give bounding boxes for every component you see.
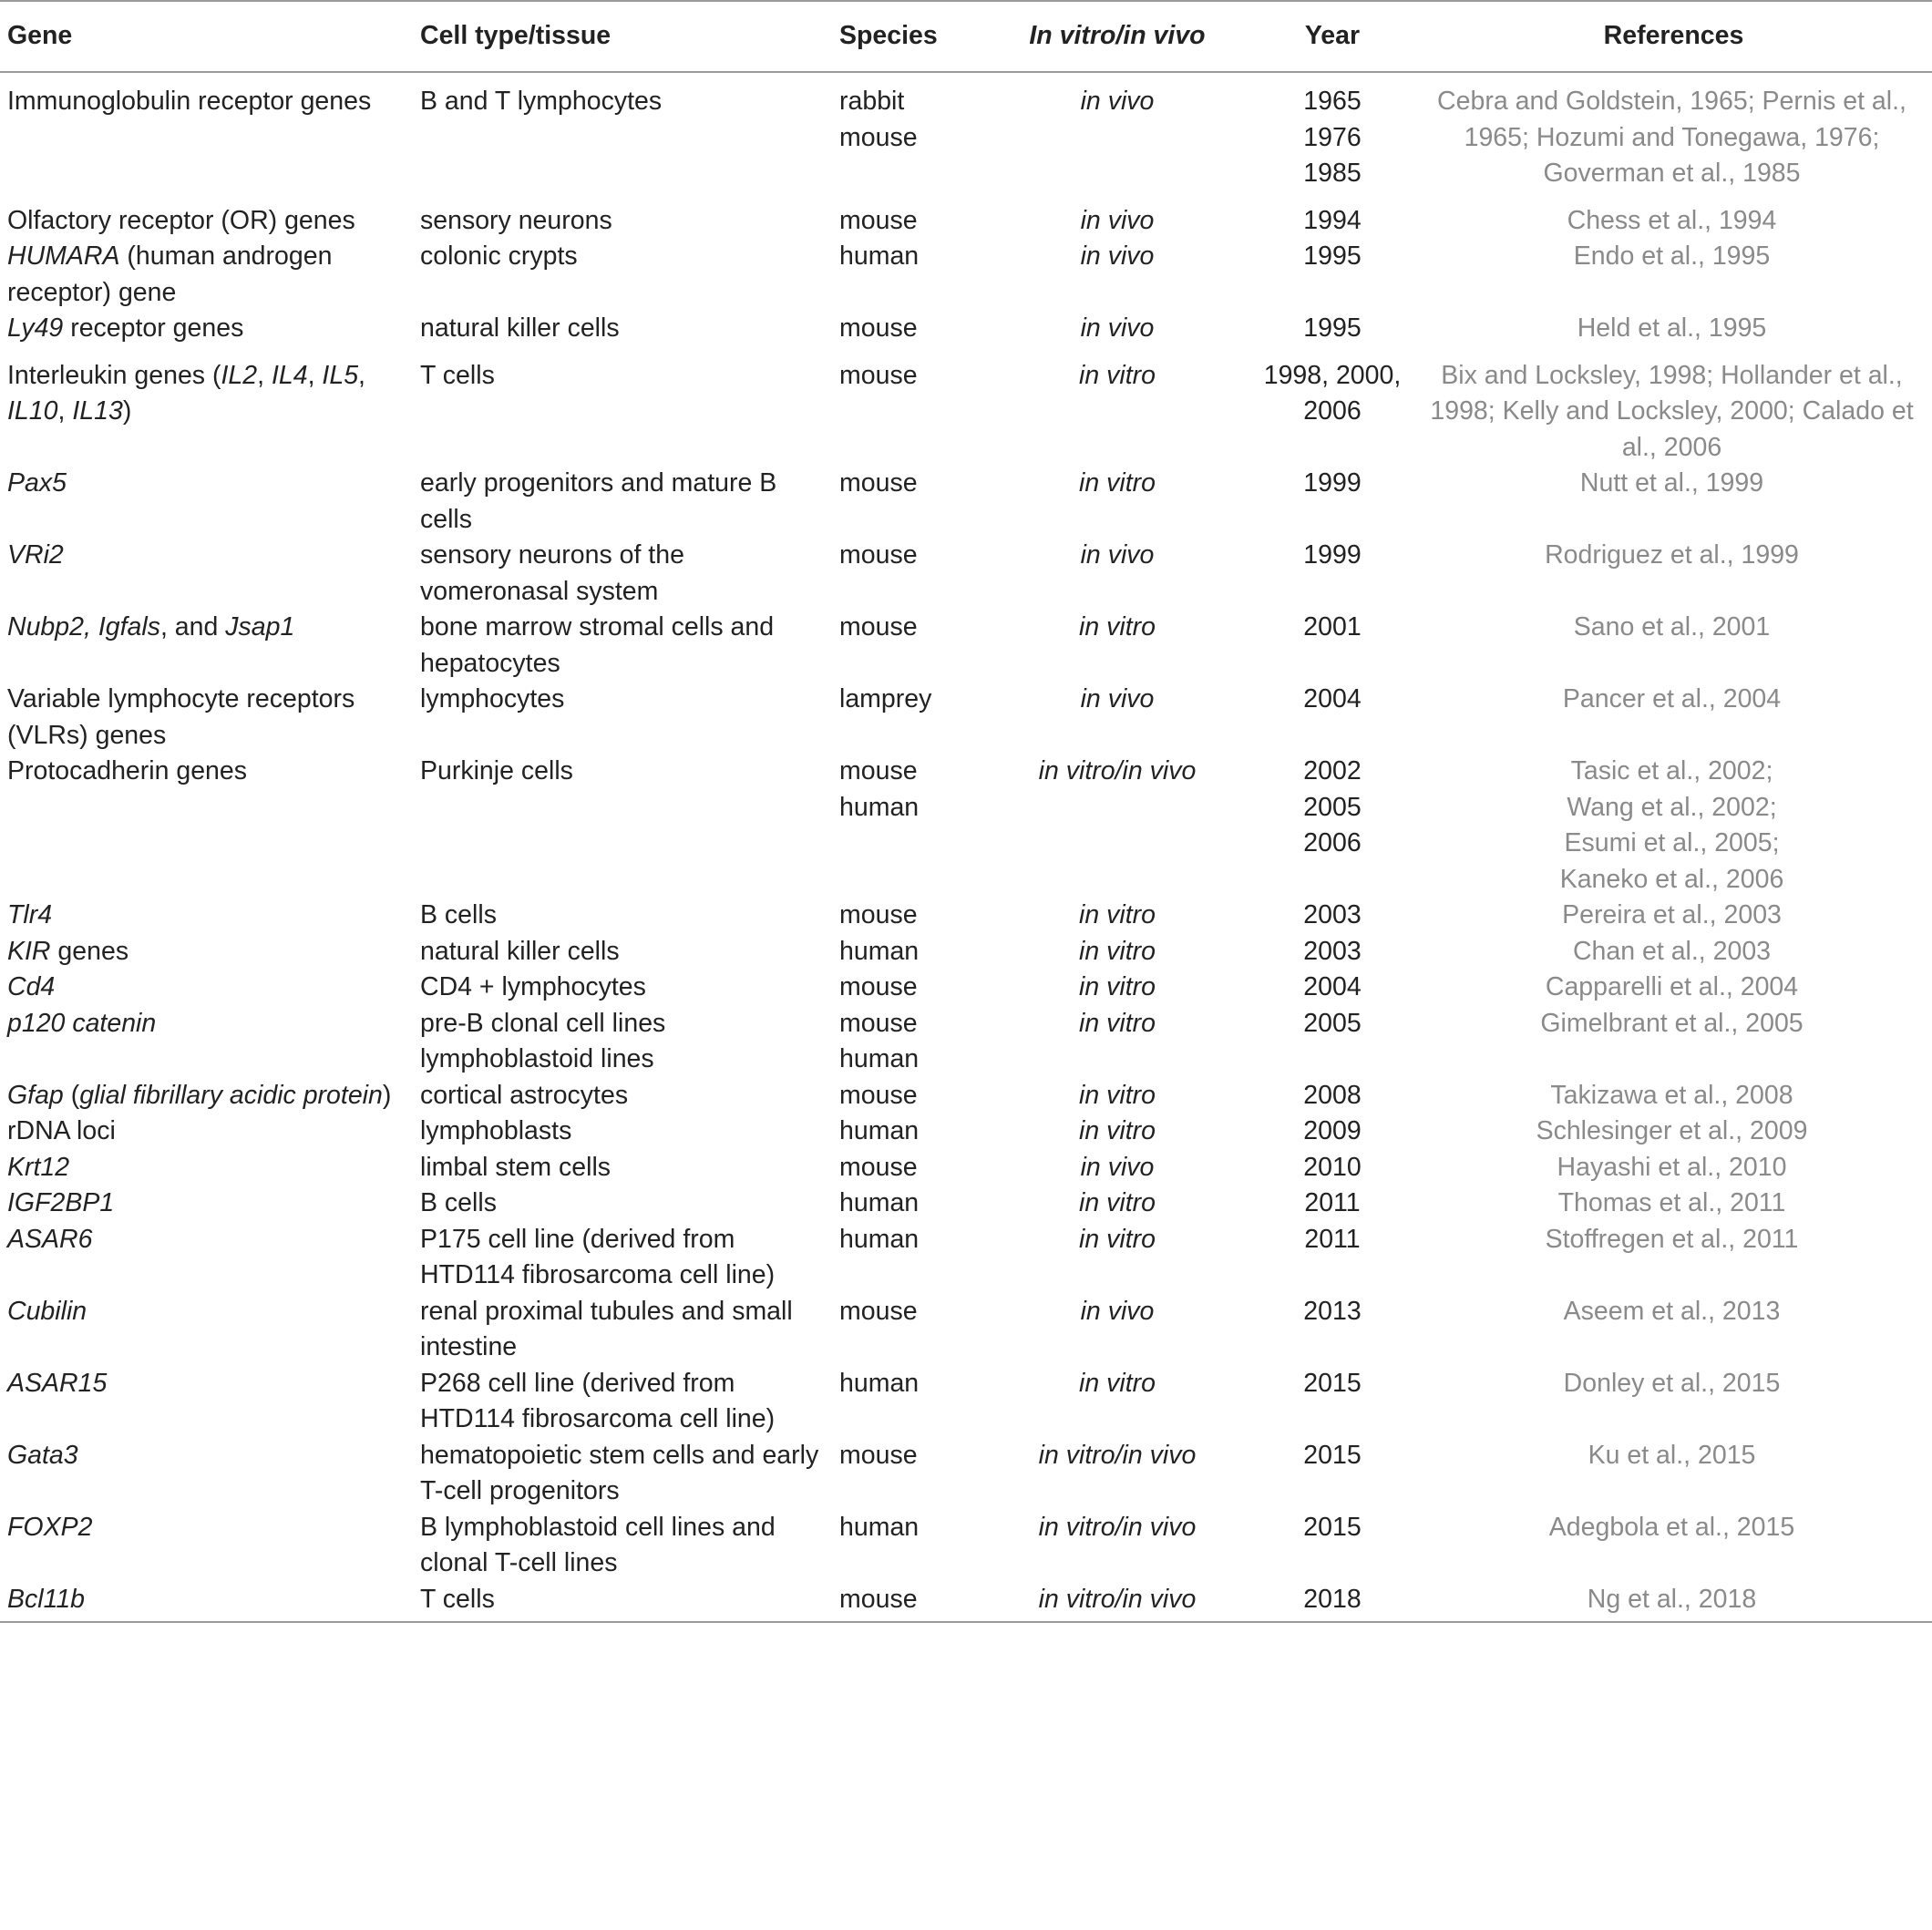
cell-gene: Ly49 receptor genes xyxy=(7,313,244,343)
spacer-cell xyxy=(0,192,1932,203)
table-row xyxy=(0,934,1932,970)
cell-references: Thomas et al., 2011 xyxy=(1557,1188,1786,1217)
cell-year: 2003 xyxy=(1303,900,1362,929)
cell-in-vitro-in-vivo: in vitro xyxy=(1079,1080,1156,1110)
cell-gene: p120 catenin xyxy=(7,1008,157,1038)
cell-references: Schlesinger et al., 2009 xyxy=(1536,1116,1808,1145)
cell-references: Ku et al., 2015 xyxy=(1588,1440,1756,1470)
cell-gene: Bcl11b xyxy=(0,1582,413,1623)
spacer-row xyxy=(0,192,1932,203)
cell-references: Tasic et al., 2002; Wang et al., 2002; Esumi et al., 2005; Kaneko et al., 2006 xyxy=(1559,756,1784,894)
cell-gene: Protocadherin genes xyxy=(7,756,248,785)
table-row xyxy=(0,1006,1932,1042)
table-row xyxy=(0,610,1932,682)
table-row xyxy=(0,1150,1932,1186)
spacer-cell xyxy=(0,347,1932,358)
cell-references: Capparelli et al., 2004 xyxy=(1545,972,1799,1001)
table-row xyxy=(0,1366,1932,1438)
cell-tissue: pre-B clonal cell lines xyxy=(420,1008,666,1038)
cell-tissue: limbal stem cells xyxy=(420,1152,611,1182)
cell-tissue: B and T lymphocytes xyxy=(420,87,663,116)
cell-gene: Gata3 xyxy=(7,1440,78,1470)
cell-references: Rodriguez et al., 1999 xyxy=(1545,540,1799,570)
cell-gene: Pax5 xyxy=(7,468,67,498)
cell-year: 2013 xyxy=(1303,1296,1362,1326)
table-row xyxy=(0,358,1932,467)
cell-tissue: cortical astrocytes xyxy=(420,1080,629,1110)
cell-references: Sano et al., 2001 xyxy=(1573,612,1771,642)
table-row xyxy=(0,466,1932,538)
table-row xyxy=(0,538,1932,610)
cell-in-vitro-in-vivo: in vitro/in vivo xyxy=(985,1582,1249,1623)
cell-species: rabbit mouse xyxy=(839,87,918,152)
cell-tissue: hematopoietic stem cells and early T-cell progenitors xyxy=(420,1440,819,1505)
cell-in-vitro-in-vivo: in vitro/in vivo xyxy=(1038,756,1197,785)
cell-in-vitro-in-vivo: in vitro xyxy=(1079,468,1156,498)
cell-species: human xyxy=(839,1512,920,1542)
table-row xyxy=(0,682,1932,754)
table-row xyxy=(0,1294,1932,1366)
cell-year: 2009 xyxy=(1303,1116,1362,1145)
cell-species: mouse xyxy=(839,900,918,929)
cell-references: Takizawa et al., 2008 xyxy=(1550,1080,1793,1110)
table-row xyxy=(0,203,1932,240)
cell-tissue: natural killer cells xyxy=(420,936,620,966)
table-row xyxy=(0,898,1932,934)
cell-references: Chan et al., 2003 xyxy=(1572,936,1772,966)
cell-references: Bix and Locksley, 1998; Hollander et al., 1998; Kelly and Locksley, 2000; Calado et al., 2006 xyxy=(1430,360,1914,462)
cell-gene: Gfap (glial fibrillary acidic protein) xyxy=(7,1080,392,1110)
cell-year: 2005 xyxy=(1303,1008,1362,1038)
cell-species: lamprey xyxy=(839,684,932,713)
cell-in-vitro-in-vivo: in vitro xyxy=(1079,900,1156,929)
cell-species: mouse xyxy=(839,205,918,235)
cell-in-vitro-in-vivo: in vitro xyxy=(1079,612,1156,642)
header-row xyxy=(0,1,1932,72)
cell-gene: Tlr4 xyxy=(7,900,53,929)
cell-tissue: sensory neurons xyxy=(420,205,612,235)
cell-year: 2004 xyxy=(1303,684,1362,713)
cell-references: Held et al., 1995 xyxy=(1577,313,1767,343)
header-references: References xyxy=(1415,1,1932,72)
cell-year: 1999 xyxy=(1303,468,1362,498)
table-row xyxy=(0,754,1932,898)
cell-year xyxy=(1249,1042,1415,1078)
cell-year: 1994 xyxy=(1303,205,1362,235)
cell-tissue: T cells xyxy=(413,1582,832,1623)
header-species: Species xyxy=(832,1,985,72)
cell-references: Adegbola et al., 2015 xyxy=(1548,1512,1795,1542)
table-row xyxy=(0,1042,1932,1078)
cell-tissue: B lymphoblastoid cell lines and clonal T-cell lines xyxy=(420,1512,776,1577)
cell-in-vitro-in-vivo: in vitro xyxy=(1079,972,1156,1001)
table-row xyxy=(0,1582,1932,1623)
header-gene: Gene xyxy=(0,1,413,72)
cell-species: mouse xyxy=(832,1582,985,1623)
cell-species: human xyxy=(839,241,920,271)
cell-gene: ASAR15 xyxy=(7,1368,108,1398)
cell-year: 1995 xyxy=(1303,241,1362,271)
table-row xyxy=(0,1510,1932,1582)
table-row xyxy=(0,239,1932,311)
cell-in-vitro-in-vivo: in vivo xyxy=(1080,313,1155,343)
cell-references: Hayashi et al., 2010 xyxy=(1557,1152,1787,1182)
cell-in-vitro-in-vivo: in vivo xyxy=(1080,87,1155,116)
cell-year: 1998, 2000, 2006 xyxy=(1263,360,1402,426)
cell-in-vitro-in-vivo: in vitro/in vivo xyxy=(1038,1512,1197,1542)
cell-gene: Olfactory receptor (OR) genes xyxy=(7,205,355,235)
cell-year: 2018 xyxy=(1249,1582,1415,1623)
cell-species: human xyxy=(839,1116,920,1145)
cell-in-vitro-in-vivo: in vitro xyxy=(1079,360,1156,390)
cell-references: Donley et al., 2015 xyxy=(1563,1368,1781,1398)
cell-tissue: B cells xyxy=(420,1188,497,1217)
cell-in-vitro-in-vivo: in vivo xyxy=(1080,205,1155,235)
cell-in-vitro-in-vivo: in vitro xyxy=(1079,936,1156,966)
cell-gene: ASAR6 xyxy=(7,1224,93,1254)
cell-tissue: sensory neurons of the vomeronasal system xyxy=(420,540,684,606)
cell-year: 2002 2005 2006 xyxy=(1303,756,1362,857)
cell-year: 2015 xyxy=(1303,1440,1362,1470)
cell-species: mouse xyxy=(839,540,918,570)
cell-tissue: natural killer cells xyxy=(420,313,620,343)
cell-species: mouse xyxy=(839,1152,918,1182)
table-row xyxy=(0,970,1932,1006)
cell-species: human xyxy=(839,1224,920,1254)
cell-in-vitro-in-vivo xyxy=(985,1042,1249,1078)
header-year: Year xyxy=(1249,1,1415,72)
cell-species: mouse xyxy=(839,313,918,343)
cell-references: Cebra and Goldstein, 1965; Pernis et al., 1965; Hozumi and Tonegawa, 1976; Goverman et al., 1985 xyxy=(1437,87,1906,188)
cell-species: human xyxy=(839,1188,920,1217)
cell-year: 2011 xyxy=(1304,1224,1361,1254)
cell-year: 2010 xyxy=(1303,1152,1362,1182)
cell-gene: Variable lymphocyte receptors (VLRs) genes xyxy=(7,684,355,750)
cell-gene: Krt12 xyxy=(7,1152,70,1182)
cell-references: Aseem et al., 2013 xyxy=(1563,1296,1781,1326)
cell-tissue: colonic crypts xyxy=(420,241,578,271)
header-in-vitro-in-vivo: In vitro/in vivo xyxy=(985,1,1249,72)
header-cell-type: Cell type/tissue xyxy=(413,1,832,72)
cell-gene: rDNA loci xyxy=(7,1116,116,1145)
cell-tissue: P175 cell line (derived from HTD114 fibrosarcoma cell line) xyxy=(420,1224,776,1289)
cell-year: 1999 xyxy=(1303,540,1362,570)
cell-gene: VRi2 xyxy=(7,540,64,570)
cell-references: Chess et al., 1994 xyxy=(1567,205,1777,235)
cell-year: 2011 xyxy=(1304,1188,1361,1217)
table-row xyxy=(0,1438,1932,1510)
spacer-row xyxy=(0,72,1932,84)
cell-in-vitro-in-vivo: in vitro xyxy=(1079,1116,1156,1145)
table-row xyxy=(0,84,1932,192)
cell-species: human xyxy=(839,1044,920,1073)
cell-species: mouse xyxy=(839,1440,918,1470)
cell-in-vitro-in-vivo: in vitro xyxy=(1079,1368,1156,1398)
cell-gene: Cd4 xyxy=(7,972,56,1001)
cell-tissue: CD4 + lymphocytes xyxy=(420,972,646,1001)
cell-tissue: lymphocytes xyxy=(420,684,565,713)
cell-gene: IGF2BP1 xyxy=(7,1188,115,1217)
cell-species: mouse xyxy=(839,360,918,390)
cell-species: mouse xyxy=(839,1080,918,1110)
cell-gene: Interleukin genes (IL2, IL4, IL5, IL10, IL13) xyxy=(7,360,365,426)
cell-year: 2003 xyxy=(1303,936,1362,966)
cell-year: 1995 xyxy=(1303,313,1362,343)
table-body xyxy=(0,72,1932,1622)
cell-gene: Cubilin xyxy=(7,1296,87,1326)
cell-tissue: lymphoblastoid lines xyxy=(420,1044,654,1073)
cell-year: 2015 xyxy=(1303,1368,1362,1398)
cell-year: 1965 1976 1985 xyxy=(1303,87,1362,188)
cell-tissue: renal proximal tubules and small intestine xyxy=(420,1296,793,1361)
cell-in-vitro-in-vivo: in vivo xyxy=(1080,241,1155,271)
spacer-cell xyxy=(0,72,1932,84)
cell-year: 2015 xyxy=(1303,1512,1362,1542)
cell-tissue: bone marrow stromal cells and hepatocytes xyxy=(420,612,775,678)
cell-year: 2008 xyxy=(1303,1080,1362,1110)
cell-tissue: early progenitors and mature B cells xyxy=(420,468,777,534)
cell-species: mouse xyxy=(839,1008,918,1038)
cell-in-vitro-in-vivo: in vivo xyxy=(1080,684,1155,713)
cell-in-vitro-in-vivo: in vitro/in vivo xyxy=(1038,1440,1197,1470)
cell-species: mouse xyxy=(839,612,918,642)
cell-references: Endo et al., 1995 xyxy=(1573,241,1771,271)
table-row xyxy=(0,1186,1932,1222)
cell-tissue: P268 cell line (derived from HTD114 fibrosarcoma cell line) xyxy=(420,1368,776,1433)
cell-gene: Immunoglobulin receptor genes xyxy=(7,87,372,116)
cell-references xyxy=(1415,1042,1932,1078)
cell-year: 2004 xyxy=(1303,972,1362,1001)
cell-references: Ng et al., 2018 xyxy=(1415,1582,1932,1623)
cell-references: Nutt et al., 1999 xyxy=(1579,468,1764,498)
table-header xyxy=(0,1,1932,72)
cell-references: Pereira et al., 2003 xyxy=(1562,900,1782,929)
cell-tissue: B cells xyxy=(420,900,497,929)
table-row xyxy=(0,311,1932,347)
cell-gene: FOXP2 xyxy=(7,1512,93,1542)
cell-references: Stoffregen et al., 2011 xyxy=(1545,1224,1799,1254)
cell-in-vitro-in-vivo: in vivo xyxy=(1080,540,1155,570)
cell-gene: KIR genes xyxy=(7,936,129,966)
cell-year: 2001 xyxy=(1303,612,1362,642)
cell-in-vitro-in-vivo: in vivo xyxy=(1080,1296,1155,1326)
spacer-row xyxy=(0,347,1932,358)
table-row xyxy=(0,1078,1932,1114)
table-row xyxy=(0,1222,1932,1294)
cell-tissue: T cells xyxy=(420,360,495,390)
table-row xyxy=(0,1114,1932,1150)
cell-tissue: lymphoblasts xyxy=(420,1116,572,1145)
cell-gene xyxy=(0,1042,413,1078)
cell-in-vitro-in-vivo: in vitro xyxy=(1079,1008,1156,1038)
cell-in-vitro-in-vivo: in vivo xyxy=(1080,1152,1155,1182)
cell-tissue: Purkinje cells xyxy=(420,756,573,785)
cell-species: human xyxy=(839,936,920,966)
cell-gene: HUMARA (human androgen receptor) gene xyxy=(7,241,333,307)
cell-species: mouse xyxy=(839,972,918,1001)
cell-in-vitro-in-vivo: in vitro xyxy=(1079,1188,1156,1217)
cell-species: mouse human xyxy=(839,756,920,822)
cell-species: human xyxy=(839,1368,920,1398)
cell-references: Pancer et al., 2004 xyxy=(1562,684,1782,713)
cell-species: mouse xyxy=(839,1296,918,1326)
cell-species: mouse xyxy=(839,468,918,498)
cell-gene: Nubp2, Igfals, and Jsap1 xyxy=(7,612,295,642)
cell-references: Gimelbrant et al., 2005 xyxy=(1540,1008,1804,1038)
cell-in-vitro-in-vivo: in vitro xyxy=(1079,1224,1156,1254)
